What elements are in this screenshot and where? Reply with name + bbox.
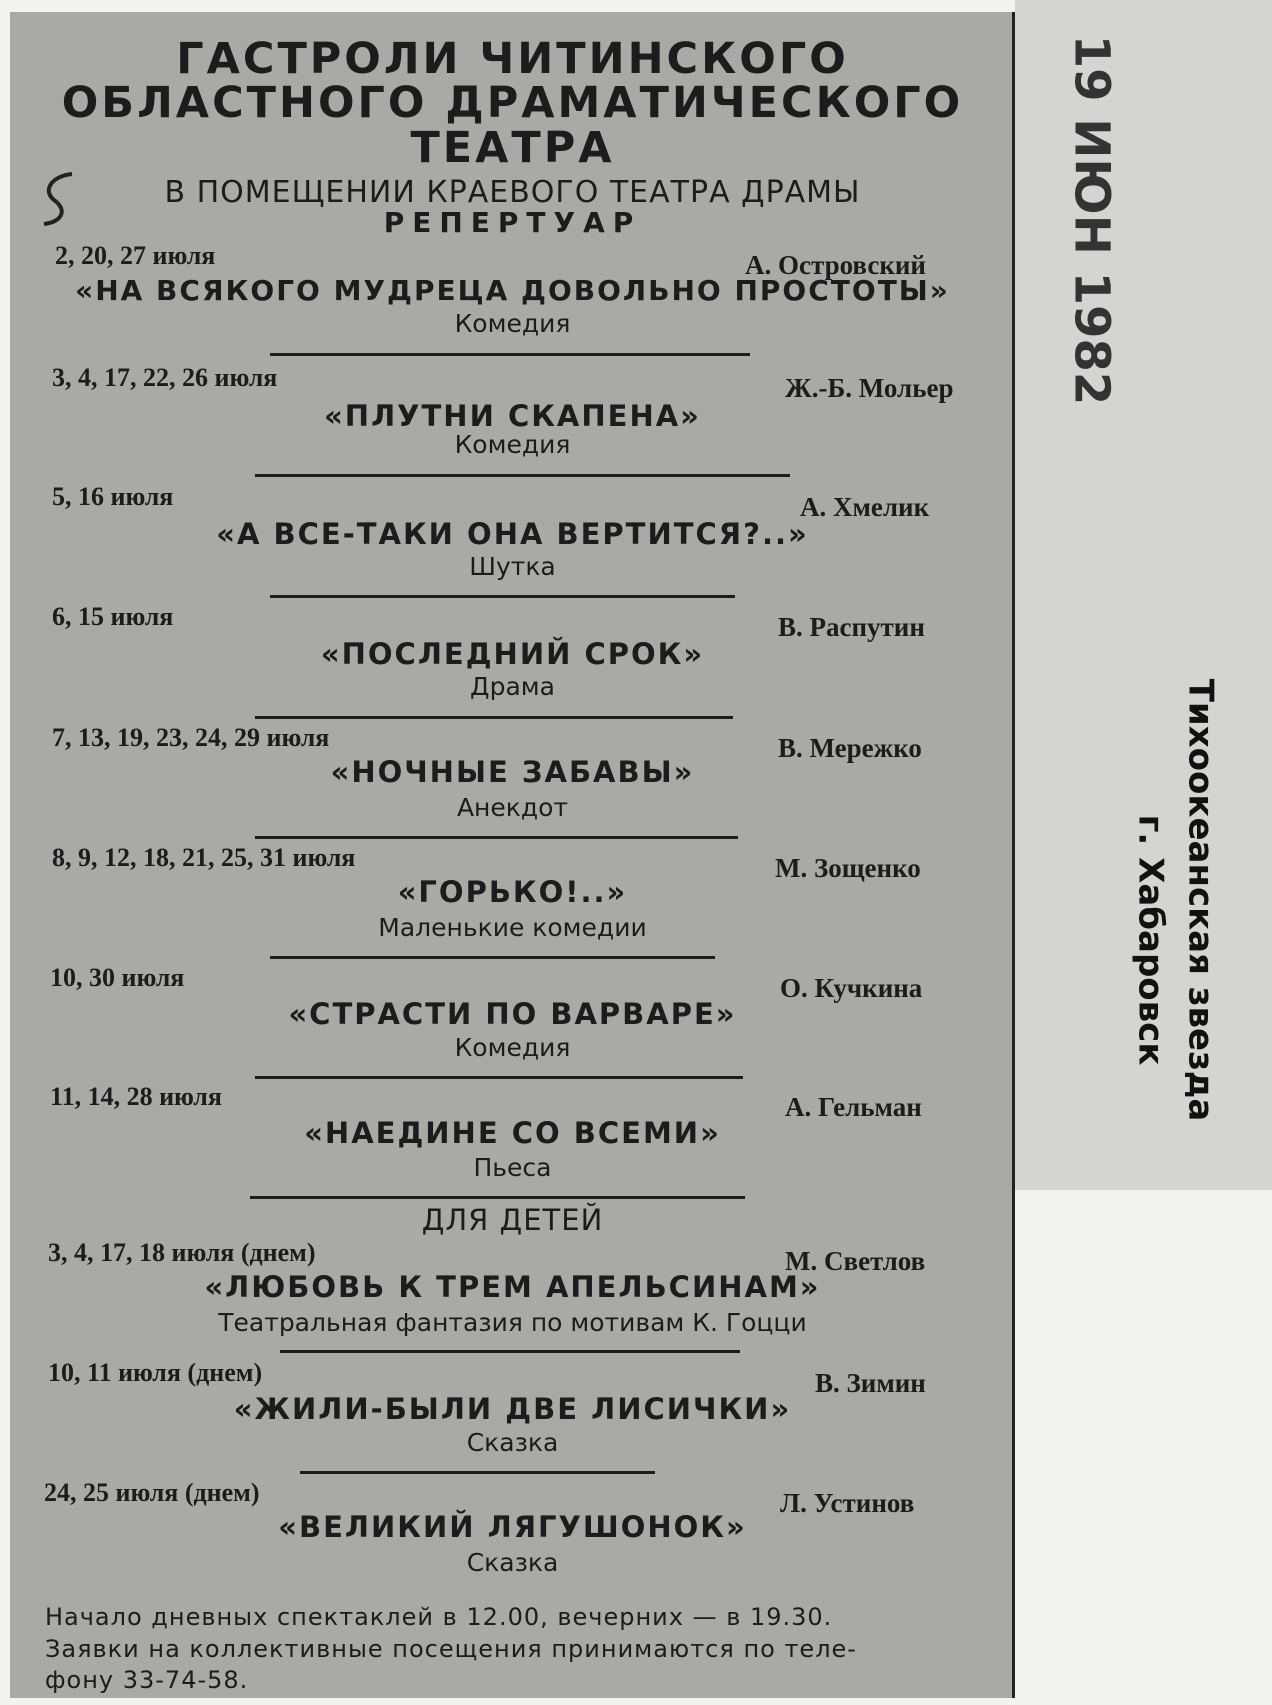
play-dates: 11, 14, 28 июля bbox=[50, 1082, 222, 1111]
separator-rule bbox=[255, 716, 733, 719]
date-stamp bbox=[1046, 20, 1136, 420]
play-title: «А ВСЕ-ТАКИ ОНА ВЕРТИТСЯ?..» bbox=[216, 517, 809, 551]
play-genre: Пьеса bbox=[473, 1153, 552, 1182]
kids-heading: ДЛЯ ДЕТЕЙ bbox=[421, 1203, 604, 1237]
footer-line-3: фону 33-74-58. bbox=[45, 1666, 249, 1694]
kids-play-title: «ЛЮБОВЬ К ТРЕМ АПЕЛЬСИНАМ» bbox=[204, 1270, 821, 1304]
separator-rule bbox=[270, 353, 750, 356]
play-author: А. Хмелик bbox=[800, 492, 930, 522]
play-genre: Драма bbox=[470, 672, 555, 701]
separator-rule bbox=[280, 1350, 740, 1353]
separator-rule bbox=[270, 595, 735, 598]
play-author: О. Кучкина bbox=[780, 973, 923, 1003]
play-dates: 10, 30 июля bbox=[50, 963, 185, 992]
play-dates: 7, 13, 19, 23, 24, 29 июля bbox=[52, 723, 330, 752]
play-author: В. Распутин bbox=[778, 612, 925, 642]
kids-play-dates: 10, 11 июля (днем) bbox=[48, 1358, 263, 1387]
play-title: «ПОСЛЕДНИЙ СРОК» bbox=[320, 637, 705, 671]
kids-play-dates: 3, 4, 17, 18 июля (днем) bbox=[48, 1238, 316, 1267]
play-genre: Комедия bbox=[454, 309, 571, 338]
kids-play-author: Л. Устинов bbox=[780, 1488, 915, 1518]
separator-rule bbox=[300, 1471, 655, 1474]
kids-play-genre: Театральная фантазия по мотивам К. Гоцци bbox=[218, 1308, 807, 1337]
repertoire-heading: РЕПЕРТУАР bbox=[383, 206, 642, 239]
play-title: «ГОРЬКО!..» bbox=[397, 875, 628, 909]
masthead-city: г. Хабаровск bbox=[1130, 814, 1170, 1066]
play-title: «НАЕДИНЕ СО ВСЕМИ» bbox=[304, 1116, 721, 1150]
kids-play-genre: Сказка bbox=[466, 1548, 559, 1577]
separator-rule bbox=[255, 474, 790, 477]
kids-play-author: В. Зимин bbox=[815, 1368, 926, 1398]
play-genre: Комедия bbox=[454, 1033, 571, 1062]
headline-line-3: ТЕАТРА bbox=[410, 123, 615, 173]
play-dates: 5, 16 июля bbox=[52, 482, 174, 511]
masthead-title: Тихоокеанская звезда bbox=[1180, 678, 1221, 1122]
headline-line-1: ГАСТРОЛИ ЧИТИНСКОГО bbox=[176, 34, 849, 84]
play-dates: 6, 15 июля bbox=[52, 602, 174, 631]
play-author: А. Островский bbox=[745, 250, 926, 280]
play-dates: 8, 9, 12, 18, 21, 25, 31 июля bbox=[52, 843, 356, 872]
play-genre: Шутка bbox=[469, 552, 556, 581]
play-title: «СТРАСТИ ПО ВАРВАРЕ» bbox=[288, 997, 737, 1031]
date-stamp-text: 19 ИЮН 1982 bbox=[1063, 34, 1119, 406]
play-author: Ж.-Б. Мольер bbox=[785, 373, 954, 403]
play-dates: 2, 20, 27 июля bbox=[55, 241, 216, 270]
play-author: А. Гельман bbox=[785, 1092, 922, 1122]
venue-line: В ПОМЕЩЕНИИ КРАЕВОГО ТЕАТРА ДРАМЫ bbox=[164, 175, 861, 210]
newspaper-city bbox=[1120, 780, 1180, 1100]
play-genre: Маленькие комедии bbox=[378, 913, 647, 942]
play-genre: Анекдот bbox=[456, 793, 569, 822]
play-title: «НОЧНЫЕ ЗАБАВЫ» bbox=[330, 755, 695, 789]
separator-rule bbox=[255, 836, 738, 839]
kids-play-dates: 24, 25 июля (днем) bbox=[44, 1478, 260, 1507]
play-dates: 3, 4, 17, 22, 26 июля bbox=[52, 363, 278, 392]
play-title: «НА ВСЯКОГО МУДРЕЦА ДОВОЛЬНО ПРОСТОТЫ» bbox=[75, 274, 950, 307]
play-author: В. Мережко bbox=[778, 733, 922, 763]
kids-play-genre: Сказка bbox=[466, 1428, 559, 1457]
play-title: «ПЛУТНИ СКАПЕНА» bbox=[324, 399, 701, 433]
footer-line-1: Начало дневных спектаклей в 12.00, вечерних — в 19.30. bbox=[45, 1603, 833, 1631]
kids-play-title: «ЖИЛИ-БЫЛИ ДВЕ ЛИСИЧКИ» bbox=[233, 1392, 792, 1426]
play-genre: Комедия bbox=[454, 430, 571, 459]
separator-rule bbox=[270, 956, 715, 959]
play-author: М. Зощенко bbox=[775, 853, 921, 883]
kids-play-author: М. Светлов bbox=[785, 1246, 926, 1276]
kids-play-title: «ВЕЛИКИЙ ЛЯГУШОНОК» bbox=[278, 1510, 747, 1544]
footer-line-2: Заявки на коллективные посещения принимаются по теле- bbox=[45, 1635, 857, 1663]
separator-rule bbox=[250, 1196, 745, 1199]
separator-rule bbox=[255, 1076, 743, 1079]
headline-line-2: ОБЛАСТНОГО ДРАМАТИЧЕСКОГО bbox=[61, 78, 964, 128]
